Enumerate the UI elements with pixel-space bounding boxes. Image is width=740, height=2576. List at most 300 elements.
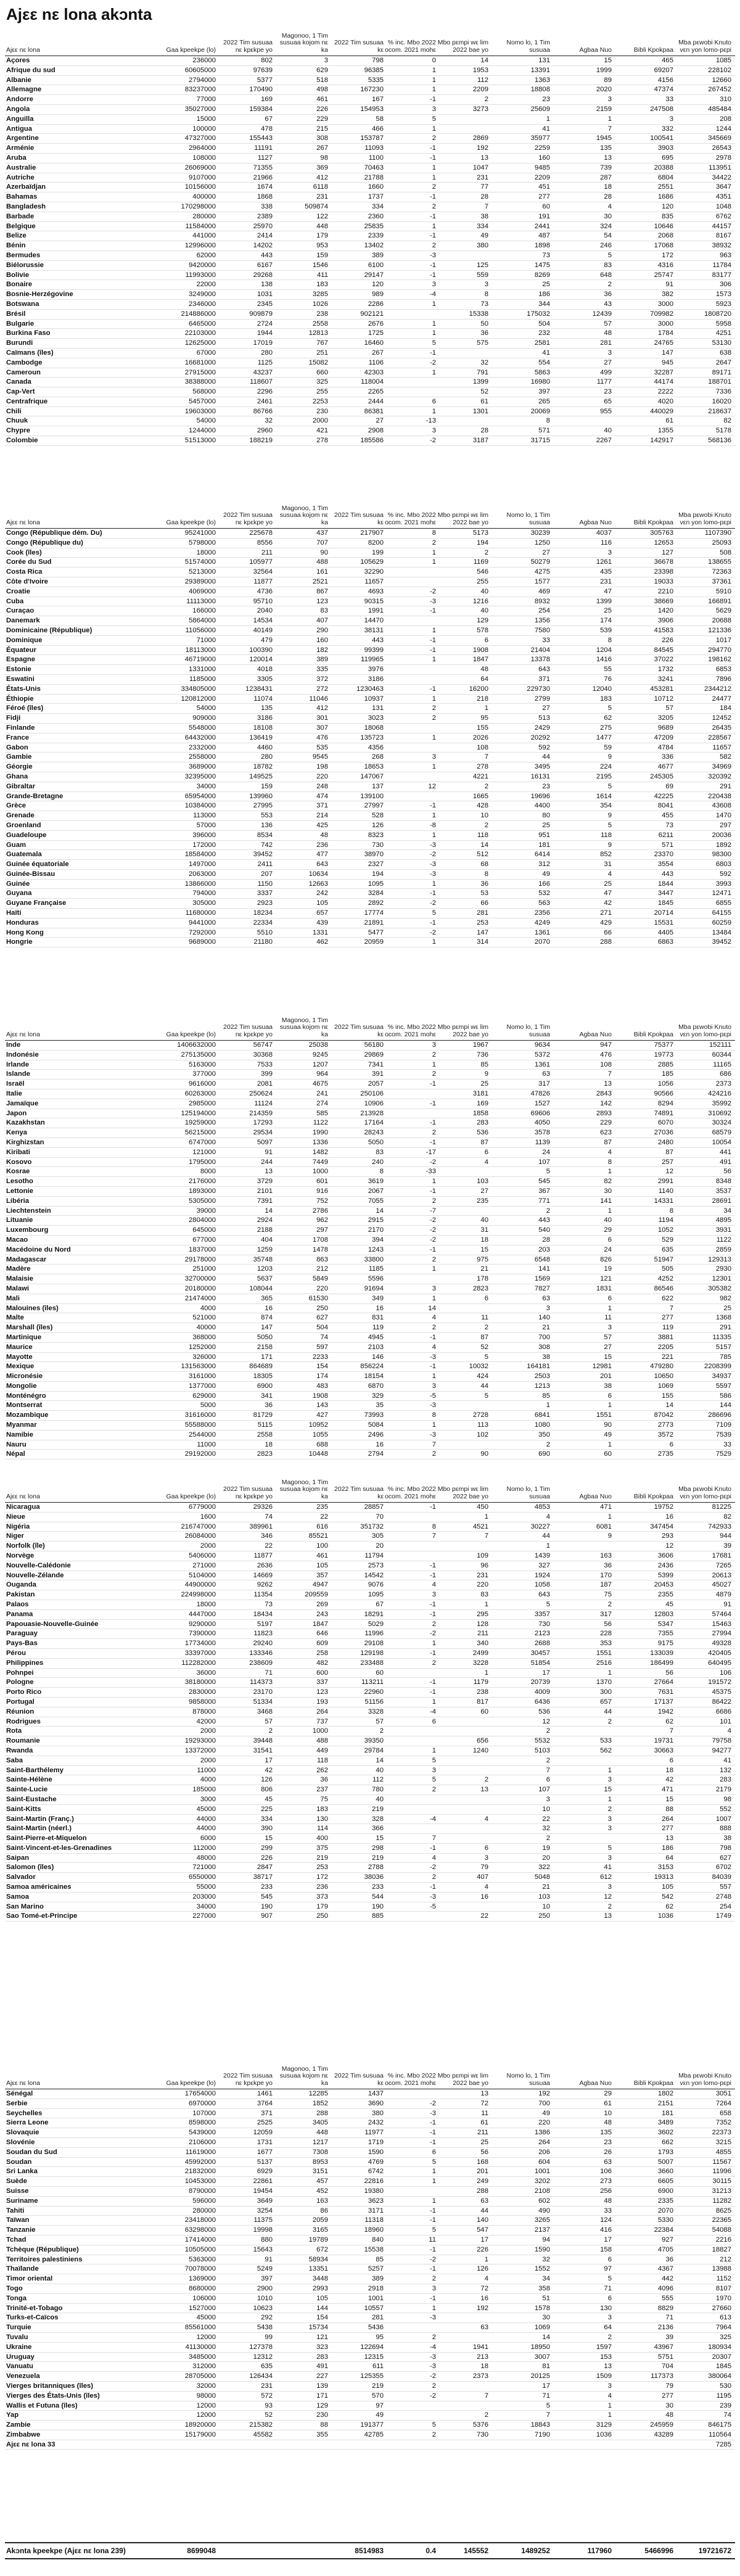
column-header: 2022 Tim susuaa nε kpεkpe yo: [223, 1485, 273, 1500]
table-cell: 317: [538, 1080, 550, 1088]
table-cell: 4: [432, 1314, 436, 1322]
table-cell: 504: [538, 320, 550, 328]
table-cell: 4251: [715, 329, 731, 337]
table-header: [5, 1009, 735, 1041]
table-cell: 455: [662, 812, 673, 820]
table-cell: 2068: [657, 232, 673, 240]
table-cell: 3: [432, 753, 436, 761]
country-name: Chili: [6, 407, 22, 415]
table-row: [5, 1236, 735, 1245]
table-cell: 54000: [196, 417, 216, 425]
table-cell: 3690: [368, 2099, 384, 2107]
table-cell: 23: [542, 96, 550, 104]
table-row: [5, 616, 735, 626]
table-cell: 453281: [650, 685, 673, 693]
table-cell: 622: [662, 1294, 673, 1302]
table-row: [5, 2392, 735, 2401]
table-cell: 2136: [657, 2324, 673, 2332]
table-row: [5, 2401, 735, 2411]
table-cell: 3228: [472, 1659, 488, 1667]
table-cell: 394: [372, 1236, 384, 1244]
table-cell: 36: [665, 2255, 673, 2263]
table-cell: 396000: [192, 831, 216, 839]
table-cell: 106: [720, 1669, 731, 1677]
table-cell: 2: [432, 1873, 436, 1881]
table-cell: -1: [429, 2265, 436, 2273]
table-row: [5, 1785, 735, 1795]
table-cell: 54: [604, 232, 612, 240]
table-cell: 20180000: [184, 1284, 216, 1292]
table-cell: 201: [600, 1373, 612, 1381]
table-row: [5, 1080, 735, 1089]
table-cell: -2: [429, 587, 436, 595]
table-cell: 638: [720, 349, 731, 357]
table-row: [5, 1805, 735, 1815]
table-cell: 7: [432, 1440, 436, 1448]
table-cell: 147: [261, 1324, 273, 1332]
column-header: Mba pεwobi Knuto vεn yon lomo-pεpi: [678, 1023, 731, 1038]
table-cell: 340: [477, 1640, 488, 1648]
table-cell: 8041: [657, 802, 673, 810]
table-cell: 19033: [654, 577, 673, 585]
table-cell: 529: [662, 1236, 673, 1244]
table-cell: 488: [316, 558, 328, 566]
table-row: [5, 1736, 735, 1746]
table-cell: 280000: [192, 2207, 216, 2215]
table-cell: 5597: [715, 1382, 731, 1390]
table-row: [5, 426, 735, 436]
table-cell: 161: [316, 568, 328, 576]
table-cell: 2067: [368, 1187, 384, 1195]
table-cell: 1243: [368, 1245, 384, 1253]
table-cell: 8790000: [189, 2187, 216, 2195]
table-cell: 209559: [305, 1591, 328, 1599]
table-cell: 7: [484, 1532, 488, 1540]
column-header: Nomo lo, 1 Tim susuaa: [506, 39, 550, 54]
table-cell: 407: [477, 1873, 488, 1881]
column-header: Magonoo, 1 Tim susuaa kojom nε ka: [279, 504, 328, 526]
table-cell: 160: [316, 636, 328, 644]
table-cell: 17734000: [184, 1640, 216, 1648]
table-cell: 90: [320, 548, 328, 556]
table-cell: 6855: [715, 899, 731, 907]
table-cell: 1: [484, 704, 488, 712]
table-cell: 5457000: [189, 397, 216, 405]
table-cell: -5: [429, 1902, 436, 1910]
table-cell: 2735: [657, 1450, 673, 1458]
country-name: Lesotho: [6, 1178, 33, 1186]
table-cell: -1: [429, 1503, 436, 1511]
table-cell: 130: [600, 2304, 612, 2312]
table-cell: 1: [432, 812, 436, 820]
table-cell: 13: [665, 1835, 673, 1843]
table-cell: -1: [429, 919, 436, 927]
table-cell: 281: [477, 909, 488, 917]
country-name: Malaisie: [6, 1275, 33, 1283]
table-cell: 483: [316, 1382, 328, 1390]
table-cell: 241: [316, 1089, 328, 1097]
table-cell: 1784: [657, 329, 673, 337]
table-cell: 273: [600, 2178, 612, 2186]
table-cell: 802: [261, 57, 273, 64]
table-cell: 237: [316, 1786, 328, 1794]
table-cell: 2786: [312, 1207, 328, 1215]
table-cell: 880: [261, 2235, 273, 2244]
table-cell: 31: [604, 861, 612, 869]
table-cell: 8: [379, 1168, 384, 1176]
table-cell: 1127: [257, 154, 273, 162]
table-cell: 265: [538, 397, 550, 405]
table-cell: 1: [432, 548, 436, 556]
table-cell: 7055: [368, 1197, 384, 1205]
table-cell: 1: [432, 66, 436, 74]
table-cell: 47: [604, 587, 612, 595]
table-cell: -1: [429, 1844, 436, 1852]
table-cell: 2: [484, 782, 488, 790]
table-cell: 5103: [534, 1746, 550, 1754]
table-cell: 2843: [596, 1089, 612, 1097]
total-v7: 1489252: [521, 2546, 550, 2555]
table-cell: 281: [372, 2314, 384, 2322]
table-cell: 1990: [312, 1129, 328, 1137]
table-cell: 17681: [712, 1551, 731, 1559]
table-cell: 7: [484, 753, 488, 761]
table-cell: 30324: [712, 1119, 731, 1127]
table-cell: 14669: [253, 1571, 273, 1579]
table-cell: 2: [607, 1902, 612, 1910]
table-cell: 167230: [360, 86, 384, 94]
table-cell: 5: [546, 1168, 550, 1176]
table-cell: 126: [372, 821, 384, 829]
table-cell: 23418000: [184, 2216, 216, 2224]
table-cell: 6548: [534, 1255, 550, 1263]
table-row: [5, 2343, 735, 2353]
table-cell: 280: [261, 349, 273, 357]
country-name: Haïti: [6, 909, 22, 917]
table-cell: 13351: [308, 2265, 328, 2273]
table-cell: 6465000: [189, 320, 216, 328]
table-cell: 69207: [654, 66, 673, 74]
table-cell: 9: [484, 1070, 488, 1078]
table-cell: 257: [662, 1158, 673, 1166]
table-cell: 29147: [364, 271, 384, 279]
table-row: [5, 1571, 735, 1581]
table-cell: 107000: [192, 2109, 216, 2117]
total-pct: 0.4: [426, 2546, 436, 2555]
table-cell: 230: [316, 407, 328, 415]
table-cell: 107: [538, 1158, 550, 1166]
table-cell: 8000: [200, 1168, 216, 1176]
table-cell: 389: [372, 251, 384, 259]
table-cell: 67: [265, 115, 273, 123]
table-cell: 188219: [249, 437, 273, 445]
table-cell: 1: [432, 2197, 436, 2205]
table-cell: 466: [372, 125, 384, 133]
table-cell: 25038: [308, 1041, 328, 1049]
country-name: Autriche: [6, 173, 35, 181]
table-cell: 1660: [368, 183, 384, 191]
table-cell: 13402: [364, 242, 384, 250]
table-cell: 73: [665, 821, 673, 829]
table-cell: 192: [538, 2090, 550, 2097]
table-cell: 17654000: [184, 2090, 216, 2097]
table-cell: 87: [480, 1138, 488, 1146]
table-cell: 185586: [360, 437, 384, 445]
table-cell: 48: [604, 2119, 612, 2127]
table-cell: 2356: [534, 909, 550, 917]
country-name: Islande: [6, 1070, 30, 1078]
column-header: Bibli Kpokpaa: [633, 518, 673, 526]
table-cell: 334: [477, 222, 488, 230]
table-cell: 251: [316, 349, 328, 357]
table-cell: 140: [538, 1314, 550, 1322]
table-cell: 60: [604, 1450, 612, 1458]
table-cell: 3448: [312, 2275, 328, 2283]
table-cell: 40: [604, 427, 612, 435]
table-cell: 264: [316, 1707, 328, 1715]
table-cell: 440029: [650, 407, 673, 415]
table-cell: -3: [429, 2363, 436, 2371]
table-cell: 536: [477, 1129, 488, 1137]
table-cell: 1908: [472, 646, 488, 654]
table-row: [5, 329, 735, 339]
table-row: [5, 1775, 735, 1785]
table-cell: 44: [480, 1382, 488, 1390]
table-cell: 5330: [657, 2216, 673, 2224]
table-cell: 3151: [312, 2168, 328, 2176]
table-row: [5, 2430, 735, 2440]
table-cell: 13: [480, 154, 488, 162]
country-name: Vanuatu: [6, 2363, 33, 2371]
column-header: Ajεε nε lona: [6, 1030, 40, 1038]
table-cell: 3729: [257, 1178, 273, 1186]
table-cell: 64432000: [184, 733, 216, 741]
table-cell: 2: [432, 2382, 436, 2390]
table-cell: 5: [607, 704, 612, 712]
table-cell: 62: [604, 714, 612, 722]
table-cell: 143: [316, 1402, 328, 1410]
table-cell: 194: [477, 539, 488, 547]
country-name: Caïmans (îles): [6, 349, 54, 357]
table-row: [5, 685, 735, 695]
table-cell: 60: [376, 1669, 384, 1677]
table-cell: 106000: [192, 2294, 216, 2302]
table-cell: 191: [538, 212, 550, 220]
table-cell: 6870: [368, 1382, 384, 1390]
table-cell: 2040: [257, 607, 273, 615]
table-cell: 51513000: [184, 437, 216, 445]
table-cell: 127: [662, 548, 673, 556]
table-cell: 5137: [257, 2158, 273, 2166]
table-cell: 8: [607, 636, 612, 644]
table-cell: 254: [538, 607, 550, 615]
table-cell: 2: [432, 2333, 436, 2341]
table-row: [5, 310, 735, 320]
table-cell: 3: [607, 96, 612, 104]
table-cell: 57: [265, 1717, 273, 1725]
table-cell: 390: [261, 1825, 273, 1833]
table-cell: 87: [480, 1333, 488, 1341]
country-name: Rota: [6, 1727, 22, 1735]
table-cell: 554: [538, 358, 550, 366]
table-cell: 380064: [708, 2372, 731, 2380]
table-cell: 275: [600, 724, 612, 732]
table-cell: 2748: [715, 1893, 731, 1901]
table-cell: 3619: [368, 1178, 384, 1186]
table-cell: 1: [432, 407, 436, 415]
column-header: % inc. Mbo 2022 ocom. 2021 mohε: [385, 511, 436, 526]
table-cell: -4: [429, 1707, 436, 1715]
table-cell: 982: [720, 1294, 731, 1302]
table-cell: -1: [429, 144, 436, 152]
table-cell: -3: [429, 2314, 436, 2322]
table-cell: 11335: [712, 1333, 731, 1341]
table-cell: 780: [372, 1786, 384, 1794]
table-cell: 183: [316, 1805, 328, 1813]
table-cell: 154: [316, 1363, 328, 1371]
table-cell: 2441: [534, 222, 550, 230]
table-cell: 9245: [312, 1051, 328, 1059]
table-cell: 198: [316, 763, 328, 771]
country-name: Malouines (îles): [6, 1304, 59, 1312]
country-name: Libéria: [6, 1197, 30, 1205]
table-cell: 244: [261, 1158, 273, 1166]
table-cell: 3: [607, 1776, 612, 1784]
table-cell: 5910: [715, 587, 731, 595]
column-header: Gaa kpeekpe (lo): [166, 46, 216, 54]
table-row: [5, 1522, 735, 1532]
table-cell: 30: [604, 212, 612, 220]
table-cell: 2480: [657, 1138, 673, 1146]
table-cell: 8: [607, 1158, 612, 1166]
table-cell: 2: [432, 1129, 436, 1137]
table-cell: 15: [376, 1835, 384, 1843]
table-cell: 457: [316, 2178, 328, 2186]
table-cell: 22103000: [184, 329, 216, 337]
table-cell: 57: [604, 1333, 612, 1341]
table-cell: 133039: [650, 1649, 673, 1657]
table-cell: 75: [320, 1795, 328, 1803]
table-cell: 2: [432, 1197, 436, 1205]
table-cell: -2: [429, 899, 436, 907]
country-name: Ajεε nε lona 33: [6, 2440, 56, 2448]
table-cell: 125: [477, 261, 488, 269]
table-cell: 185000: [192, 1786, 216, 1794]
table-cell: 18000: [196, 1600, 216, 1608]
table-cell: 20307: [712, 2353, 731, 2361]
table-cell: 100390: [249, 646, 273, 654]
table-cell: 2123: [534, 1630, 550, 1638]
table-cell: 6762: [715, 212, 731, 220]
table-cell: 3285: [312, 291, 328, 299]
table-cell: 14: [376, 1756, 384, 1764]
table-cell: 1095: [368, 1591, 384, 1599]
table-cell: 33397000: [184, 1649, 216, 1657]
table-cell: 2411: [257, 861, 273, 869]
table-row: [5, 724, 735, 733]
column-header: Nomo lo, 1 Tim susuaa: [506, 1485, 550, 1500]
table-cell: 371: [261, 2109, 273, 2117]
table-cell: 13484: [712, 928, 731, 936]
table-cell: 79: [665, 2382, 673, 2390]
table-cell: 271000: [192, 1561, 216, 1569]
table-cell: 1569: [534, 1275, 550, 1283]
table-row: [5, 280, 735, 290]
table-cell: 16020: [712, 397, 731, 405]
table-cell: 2499: [472, 1649, 488, 1657]
table-row: [5, 1649, 735, 1659]
table-cell: 5097: [257, 1138, 273, 1146]
table-cell: 518: [316, 76, 328, 84]
table-row: [5, 938, 735, 947]
table-cell: 33: [723, 1440, 731, 1448]
table-cell: 294770: [708, 646, 731, 654]
table-cell: 38: [604, 1382, 612, 1390]
table-cell: 5637: [257, 1275, 273, 1283]
country-name: Uruguay: [6, 2353, 35, 2361]
table-cell: 2978: [715, 154, 731, 162]
table-cell: 1: [432, 2168, 436, 2176]
table-cell: 238609: [249, 1659, 273, 1667]
table-row: [5, 76, 735, 86]
country-name: Pays-Bas: [6, 1640, 38, 1648]
table-cell: 61: [480, 2119, 488, 2127]
table-cell: 3202: [534, 2178, 550, 2186]
table-cell: 18: [480, 1236, 488, 1244]
country-name: Sainte-Hélène: [6, 1776, 52, 1784]
table-cell: 22: [480, 1912, 488, 1920]
table-cell: 5104000: [189, 1571, 216, 1579]
table-cell: 219: [372, 1854, 384, 1862]
table-cell: 146: [372, 1353, 384, 1361]
table-cell: 11: [481, 1314, 488, 1322]
table-cell: 5050: [257, 1333, 273, 1341]
country-name: Mozambique: [6, 1411, 49, 1419]
table-cell: 17414000: [184, 2235, 216, 2244]
table-cell: 2: [484, 548, 488, 556]
table-cell: 82: [604, 1178, 612, 1186]
table-cell: 530: [720, 2382, 731, 2390]
table-cell: 1953: [472, 66, 488, 74]
table-cell: 31715: [530, 437, 550, 445]
table-cell: 2915: [368, 1216, 384, 1224]
table-row: [5, 1844, 735, 1854]
table-cell: 1475: [534, 261, 550, 269]
table-cell: 3: [432, 1041, 436, 1049]
table-cell: 10505000: [184, 2245, 216, 2253]
table-cell: -3: [429, 1353, 436, 1361]
table-cell: 4447000: [189, 1610, 216, 1618]
table-cell: 12471: [712, 890, 731, 898]
table-cell: 1: [432, 163, 436, 171]
table-cell: 1708: [312, 1236, 328, 1244]
table-cell: 38: [542, 1353, 550, 1361]
table-block: [5, 25, 735, 446]
table-cell: 7109: [715, 1421, 731, 1429]
table-cell: 60605000: [184, 66, 216, 74]
table-cell: 40: [480, 607, 488, 615]
table-cell: 24: [542, 1148, 550, 1156]
table-cell: 170490: [249, 86, 273, 94]
table-cell: 233488: [360, 1659, 384, 1667]
table-cell: -1: [429, 1187, 436, 1195]
table-cell: 5923: [715, 300, 731, 308]
table-cell: 3906: [657, 617, 673, 625]
table-cell: 114: [316, 1825, 328, 1833]
table-cell: 1737: [368, 193, 384, 201]
table-cell: 2170: [368, 1226, 384, 1234]
table-row: [5, 821, 735, 831]
